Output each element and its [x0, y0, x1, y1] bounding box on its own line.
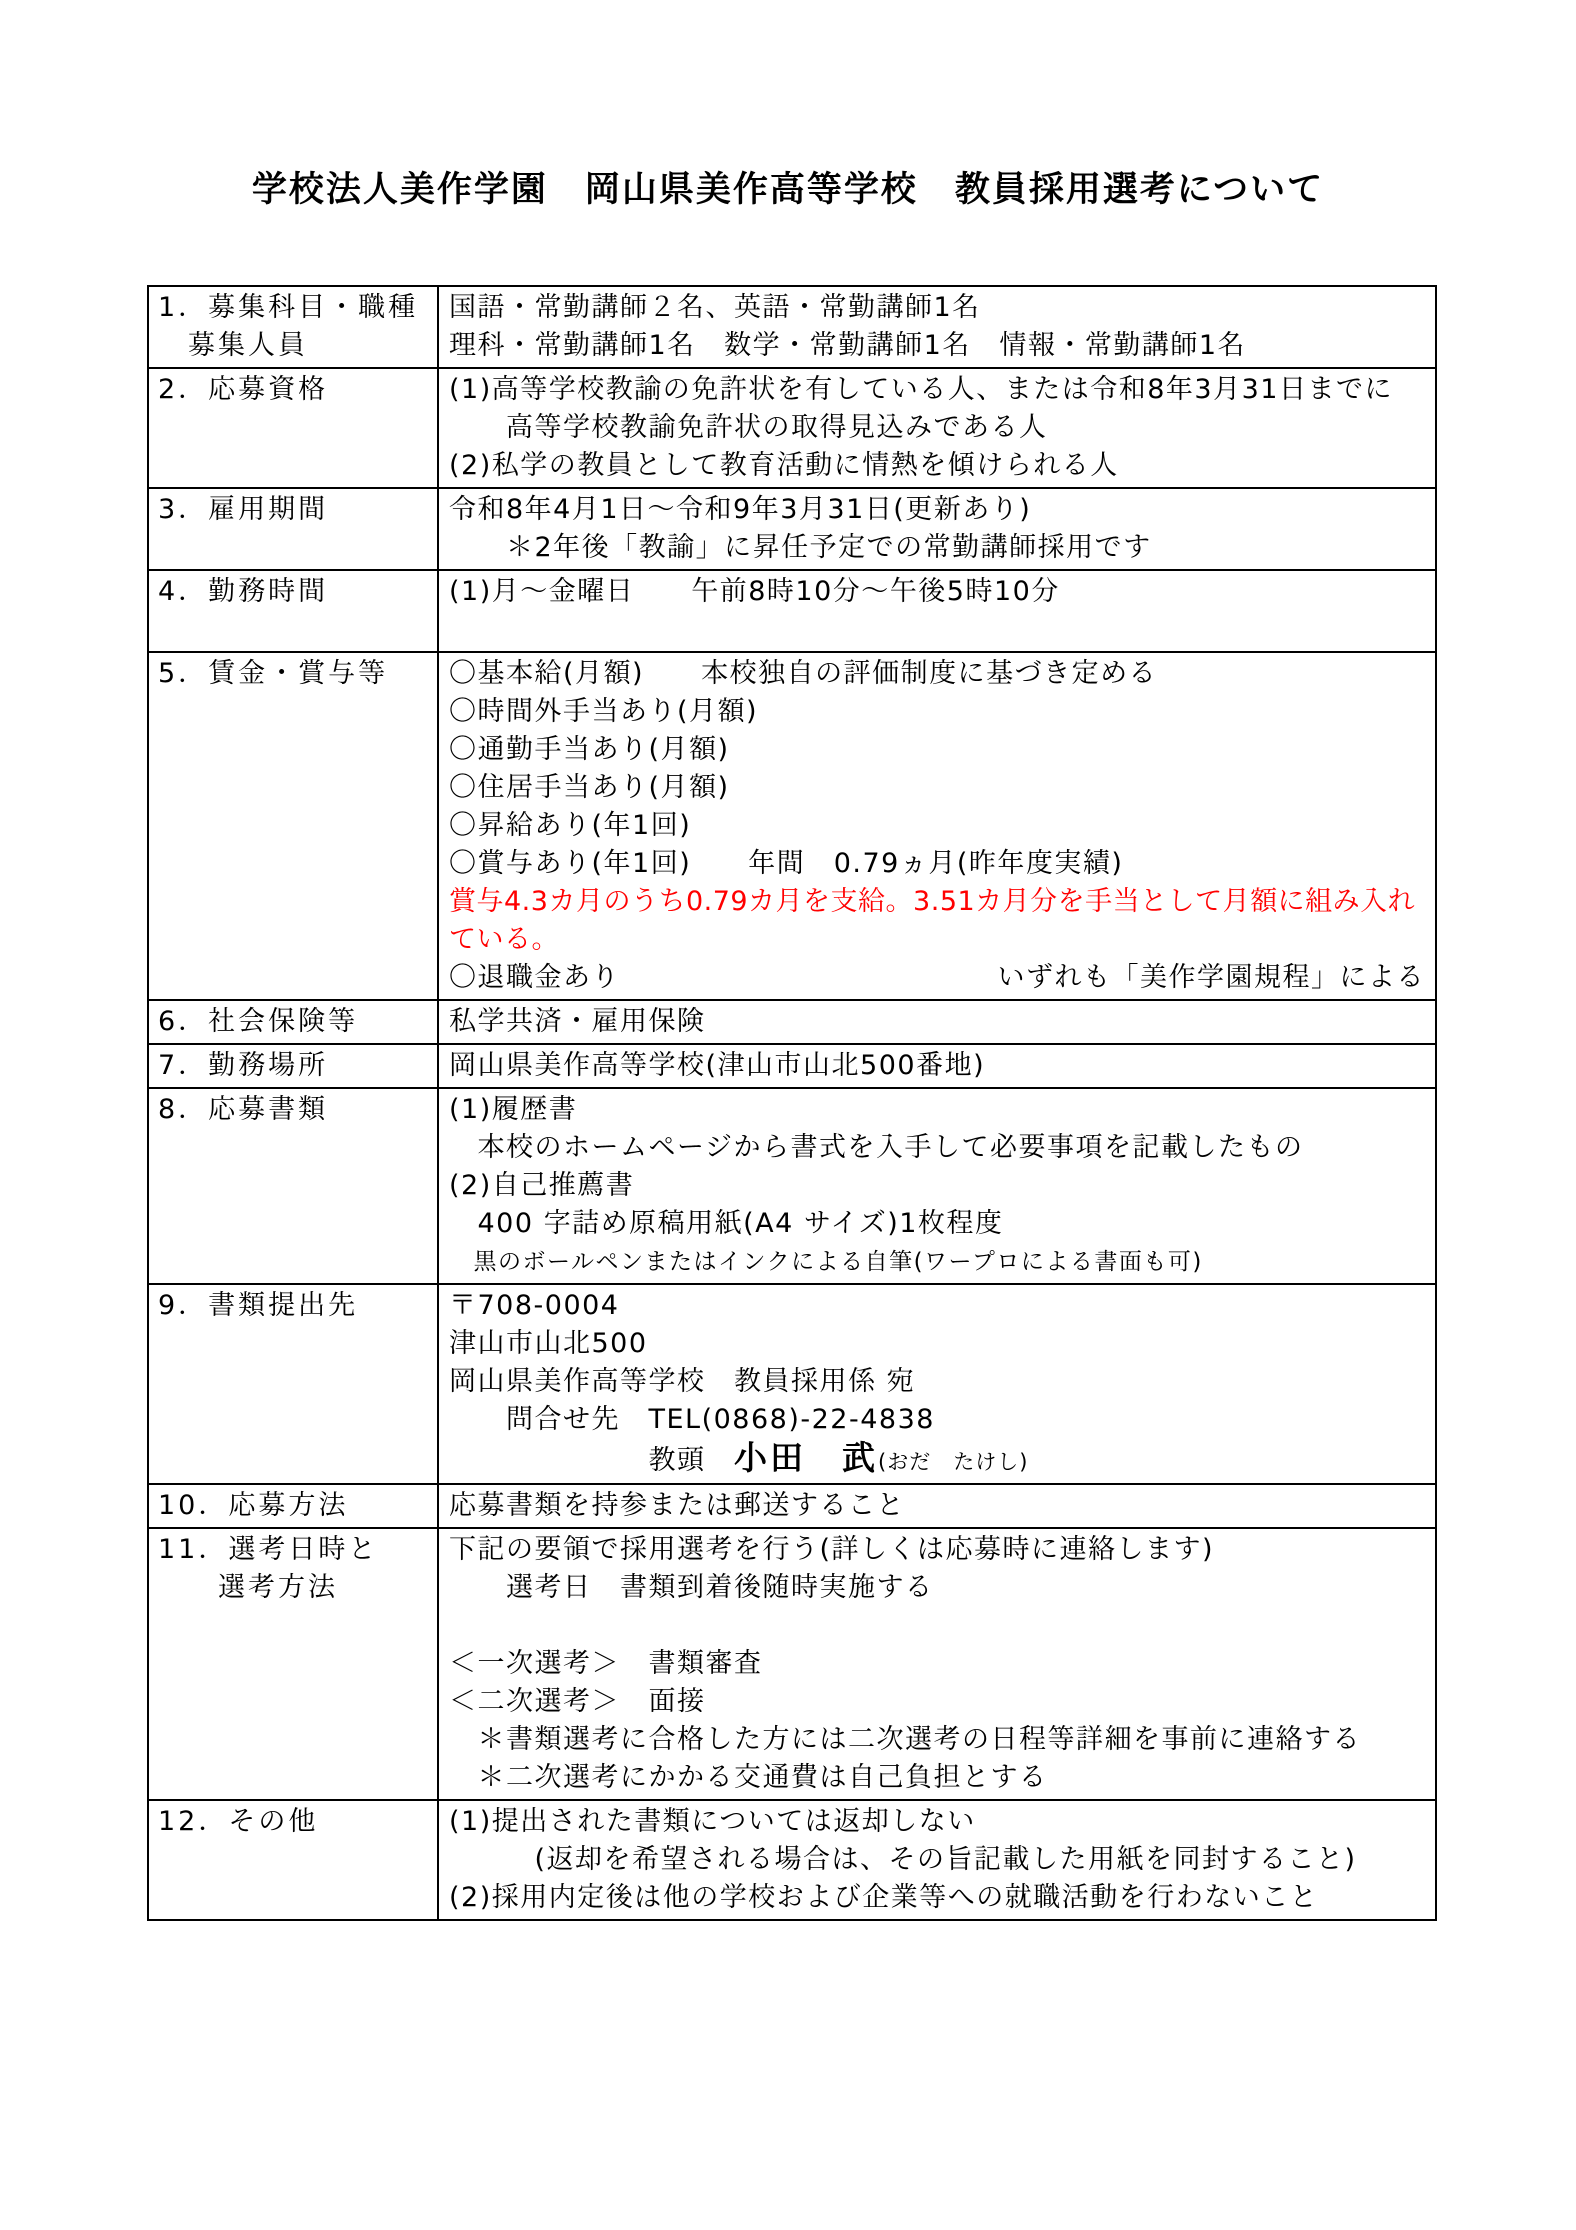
content-line: 岡山県美作高等学校(津山市山北500番地) — [449, 1050, 986, 1081]
content-line-highlight: ている。 — [449, 924, 559, 955]
table-row-12 — [149, 1801, 1435, 1919]
row-label-cell — [149, 369, 439, 487]
row-label-line: 6．社会保険等 — [158, 1006, 359, 1037]
row-label-line: 3．雇用期間 — [158, 494, 329, 525]
row-label-cell — [149, 1285, 439, 1483]
content-line: 400 字詰め原稿用紙(A4 サイズ)1枚程度 — [449, 1208, 1004, 1239]
row-content-cell — [439, 489, 1435, 569]
table-row-4 — [149, 571, 1435, 653]
content-line: (2)私学の教員として教育活動に情熱を傾けられる人 — [449, 450, 1119, 481]
content-line: 下記の要領で採用選考を行う(詳しくは応募時に連絡します) — [449, 1534, 1215, 1565]
row-label-line: 10．応募方法 — [158, 1490, 349, 1521]
row-label-cell — [149, 1801, 439, 1919]
row-label-line: 選考方法 — [158, 1572, 338, 1603]
row-label-cell — [149, 1485, 439, 1527]
row-content-cell — [439, 369, 1435, 487]
content-line: 令和8年4月1日～令和9年3月31日(更新あり) — [449, 494, 1032, 525]
row-content-cell — [439, 1801, 1435, 1919]
row-content-cell — [439, 653, 1435, 999]
row-label-line: 2．応募資格 — [158, 374, 329, 405]
recruitment-table — [147, 285, 1437, 1921]
row-label-line: 9．書類提出先 — [158, 1290, 359, 1321]
table-row-9 — [149, 1285, 1435, 1485]
table-row-10 — [149, 1485, 1435, 1529]
content-line: 問合せ先 TEL(0868)-22-4838 — [449, 1404, 935, 1435]
content-line — [449, 959, 1425, 997]
row-label-line: 11．選考日時と — [158, 1534, 379, 1565]
table-row-3 — [149, 489, 1435, 571]
row-content-cell — [439, 1089, 1435, 1283]
content-line: 〒708-0004 — [449, 1290, 620, 1321]
row-label-cell — [149, 1001, 439, 1043]
row-label-line: 12．その他 — [158, 1806, 319, 1837]
row-label-cell — [149, 287, 439, 367]
content-line: (2)採用内定後は他の学校および企業等への就職活動を行わないこと — [449, 1882, 1319, 1913]
content-line: 国語・常勤講師２名、英語・常勤講師1名 — [449, 292, 981, 323]
content-line: 〇時間外手当あり(月額) — [449, 696, 759, 727]
row-label-line: 8．応募書類 — [158, 1094, 329, 1125]
row-label-line: 5．賃金・賞与等 — [158, 658, 389, 689]
content-line: ＜一次選考＞ 書類審査 — [449, 1648, 763, 1679]
content-line: (1)履歴書 — [449, 1094, 578, 1125]
row-label-line: 7．勤務場所 — [158, 1050, 329, 1081]
content-line: 〇通勤手当あり(月額) — [449, 734, 730, 765]
content-line — [449, 1439, 1425, 1481]
content-line: 応募書類を持参または郵送すること — [449, 1490, 905, 1521]
table-row-1 — [149, 287, 1435, 369]
row-label-cell — [149, 1529, 439, 1799]
content-line: 高等学校教諭免許状の取得見込みである人 — [449, 412, 1048, 443]
row-label-line: 募集人員 — [158, 330, 308, 361]
row-label-cell — [149, 653, 439, 999]
content-line: ＜二次選考＞ 面接 — [449, 1686, 706, 1717]
content-line — [449, 1607, 1425, 1645]
content-line: (2)自己推薦書 — [449, 1170, 635, 1201]
row-label-cell — [149, 489, 439, 569]
row-content-cell — [439, 287, 1435, 367]
row-content-cell — [439, 1045, 1435, 1087]
content-line: (1)高等学校教諭の免許状を有している人、または令和8年3月31日までに — [449, 374, 1393, 405]
text-segment: 教頭 — [449, 1445, 734, 1476]
contact-name: 小田 武 — [734, 1438, 878, 1477]
row-content-cell — [439, 1001, 1435, 1043]
content-line: 私学共済・雇用保険 — [449, 1006, 706, 1037]
content-line: ＊二次選考にかかる交通費は自己負担とする — [449, 1762, 1048, 1793]
row-label-line: 4．勤務時間 — [158, 576, 329, 607]
content-line: 本校のホームページから書式を入手して必要事項を記載したもの — [449, 1132, 1304, 1163]
content-line: ＊書類選考に合格した方には二次選考の日程等詳細を事前に連絡する — [449, 1724, 1361, 1755]
content-line-highlight: 賞与4.3カ月のうち0.79カ月を支給。3.51カ月分を手当として月額に組み入れ — [449, 886, 1416, 917]
content-line-right: いずれも「美作学園規程」による — [997, 962, 1425, 993]
table-row-2 — [149, 369, 1435, 489]
row-content-cell — [439, 571, 1435, 651]
row-label-cell — [149, 1045, 439, 1087]
content-line: 黒のボールペンまたはインクによる自筆(ワープロによる書面も可) — [449, 1249, 1203, 1275]
content-line: (1)提出された書類については返却しない — [449, 1806, 976, 1837]
table-row-5 — [149, 653, 1435, 1001]
row-label-line: 1．募集科目・職種 — [158, 292, 419, 323]
content-line: 津山市山北500 — [449, 1328, 648, 1359]
content-line: 〇住居手当あり(月額) — [449, 772, 730, 803]
table-row-8 — [149, 1089, 1435, 1285]
content-line: 〇昇給あり(年1回) — [449, 810, 692, 841]
table-row-11 — [149, 1529, 1435, 1801]
content-line: (1)月～金曜日 午前8時10分～午後5時10分 — [449, 576, 1060, 607]
content-line: 理科・常勤講師1名 数学・常勤講師1名 情報・常勤講師1名 — [449, 330, 1247, 361]
page-title: 学校法人美作学園 岡山県美作高等学校 教員採用選考について — [251, 170, 1325, 210]
row-content-cell — [439, 1485, 1435, 1527]
table-row-6 — [149, 1001, 1435, 1045]
row-label-cell — [149, 571, 439, 651]
content-line: (返却を希望される場合は、その旨記載した用紙を同封すること) — [449, 1844, 1357, 1875]
content-line: 選考日 書類到着後随時実施する — [449, 1572, 934, 1603]
content-line: 〇基本給(月額) 本校独自の評価制度に基づき定める — [449, 658, 1158, 689]
content-line: 岡山県美作高等学校 教員採用係 宛 — [449, 1366, 916, 1397]
content-line-left: 〇退職金あり — [449, 962, 620, 993]
contact-name-reading: (おだ たけし) — [878, 1450, 1029, 1474]
row-label-cell — [149, 1089, 439, 1283]
row-content-cell — [439, 1529, 1435, 1799]
row-content-cell — [439, 1285, 1435, 1483]
content-line: 〇賞与あり(年1回) 年間 0.79ヵ月(昨年度実績) — [449, 848, 1124, 879]
table-row-7 — [149, 1045, 1435, 1089]
content-line — [449, 611, 1425, 649]
content-line: ＊2年後「教諭」に昇任予定での常勤講師採用です — [449, 532, 1152, 563]
